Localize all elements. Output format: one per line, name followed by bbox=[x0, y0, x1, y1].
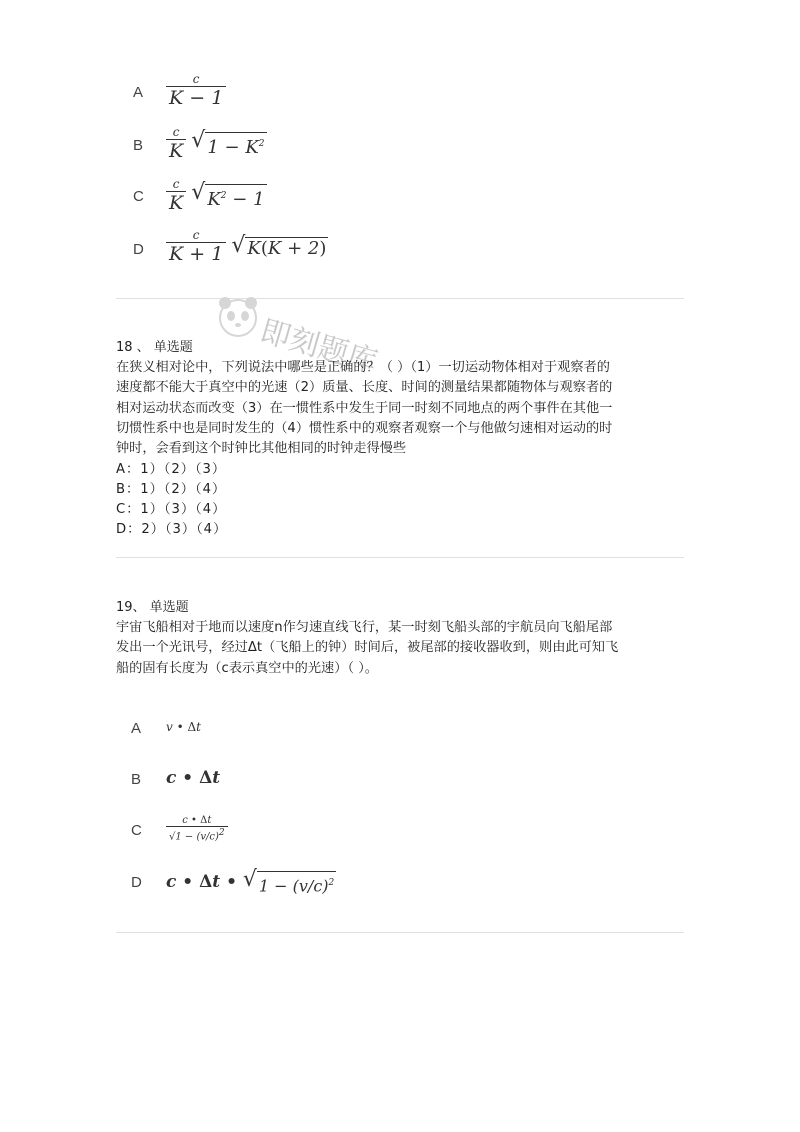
option-label-a: A bbox=[131, 720, 142, 737]
formula-v-times-delta-t: v • Δt bbox=[166, 720, 201, 734]
option-label-d: D bbox=[133, 241, 144, 258]
formula-c-over-k-sqrt-1-minus-k2: $\frac{c}{K}$ √ $1 - K^2$ bbox=[166, 125, 267, 162]
option-label-c: C bbox=[131, 822, 142, 839]
option-b[interactable]: B：1）（2）（4） bbox=[116, 482, 227, 497]
panda-logo-icon bbox=[214, 292, 262, 340]
question-19-line: 发出一个光讯号，经过Δt（飞船上的钟）时间后，被尾部的接收器收到，则由此可知飞 bbox=[116, 640, 619, 656]
question-19-text bbox=[116, 618, 686, 679]
formula-c-over-k-plus-1-sqrt-k-k-plus-2: $\frac{c}{K + 1}$ √ K(K + 2) bbox=[166, 228, 328, 265]
question-18-text bbox=[116, 358, 686, 459]
section-divider bbox=[116, 557, 684, 558]
option-label-d: D bbox=[131, 874, 142, 891]
watermark-brand: 即刻题库 bbox=[256, 313, 382, 381]
question-18-line: 速度都不能大于真空中的光速（2）质量、长度、时间的测量结果都随物体与观察者的 bbox=[116, 380, 613, 396]
section-divider bbox=[116, 932, 684, 933]
formula-c-over-k-sqrt-k2-minus-1: $\frac{c}{K}$ √ $K^2 - 1$ bbox=[166, 177, 267, 214]
option-c[interactable]: C：1）（3）（4） bbox=[116, 502, 227, 517]
question-18-line: 在狭义相对论中，下列说法中哪些是正确的？（ ）（1）一切运动物体相对于观察者的 bbox=[116, 360, 610, 375]
option-label-c: C bbox=[133, 188, 144, 205]
option-label-b: B bbox=[133, 137, 144, 154]
option-label-a: A bbox=[133, 84, 144, 101]
question-19-line: 船的固有长度为（c表示真空中的光速）（ ）。 bbox=[116, 660, 378, 676]
option-d[interactable]: D：2）（3）（4） bbox=[116, 522, 228, 537]
question-18-options bbox=[116, 460, 227, 540]
question-18-line: 钟时，会看到这个时钟比其他相同的时钟走得慢些 bbox=[116, 441, 407, 457]
section-divider bbox=[116, 298, 684, 299]
option-a[interactable]: A：1）（2）（3） bbox=[116, 462, 227, 477]
question-19-line: 宇宙飞船相对于地而以速度n作匀速直线飞行，某一时刻飞船头部的宇航员向飞船尾部 bbox=[116, 620, 613, 635]
formula-c-times-delta-t: c • Δt bbox=[166, 768, 221, 788]
formula-c-over-k-minus-1: $\frac{c}{K - 1}$ bbox=[166, 72, 226, 109]
option-label-b: B bbox=[131, 771, 142, 788]
question-18-header: 18 、 单选题 bbox=[116, 340, 193, 355]
formula-c-delta-t-times-sqrt: c • Δt • √ $1 - (v/c)^2$ bbox=[166, 867, 335, 896]
question-18-line: 切惯性系中也是同时发生的（4）惯性系中的观察者观察一个与他做匀速相对运动的时 bbox=[116, 420, 613, 436]
question-18-line: 相对运动状态而改变（3）在一惯性系中发生于同一时刻不同地点的两个事件在其他一 bbox=[116, 400, 613, 416]
question-19-header: 19、 单选题 bbox=[116, 600, 189, 615]
formula-c-delta-t-over-sqrt: $\frac{c • \Delta t}{√1 - (v/c)^2}$ bbox=[166, 815, 228, 843]
